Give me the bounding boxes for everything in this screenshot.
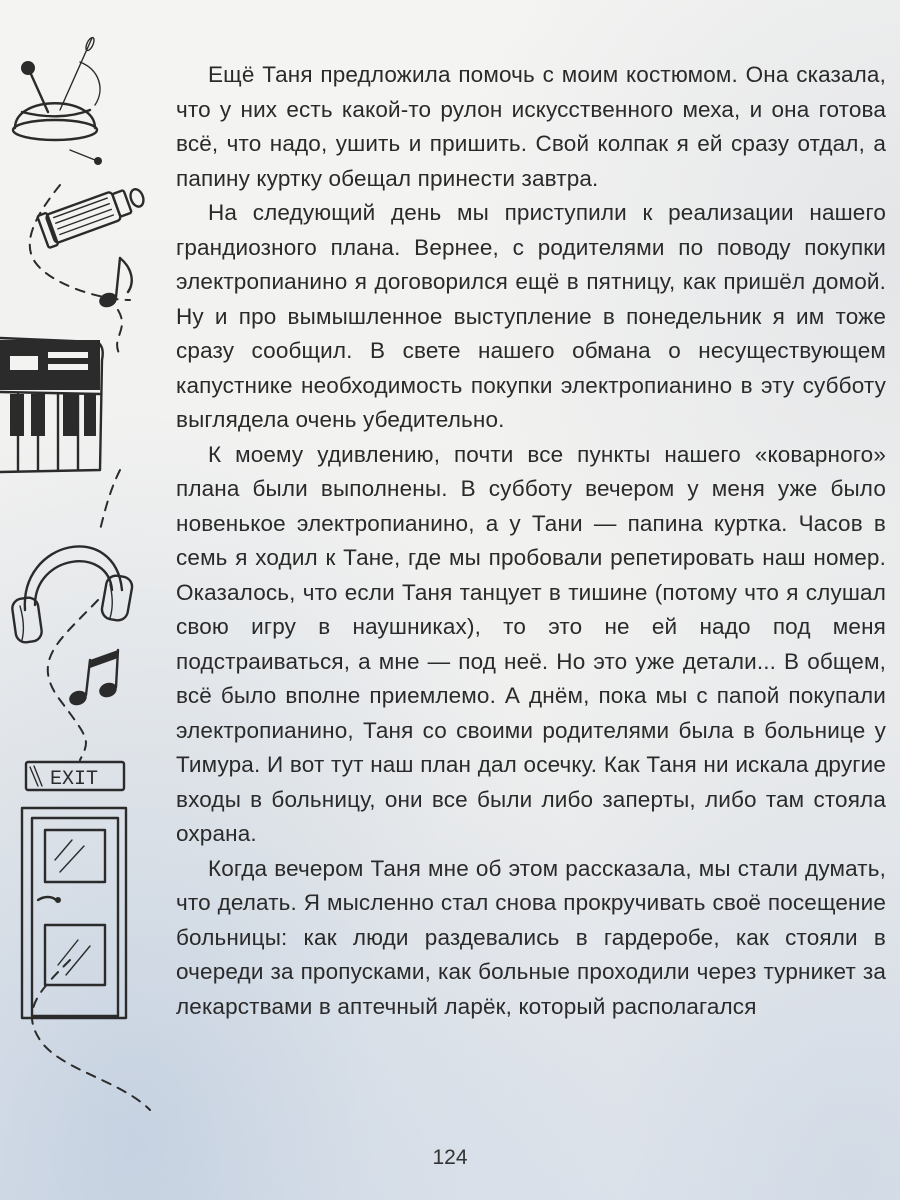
music-note-icon (97, 258, 132, 310)
piano-keyboard-icon (0, 338, 103, 472)
thread-spool-icon (37, 180, 148, 248)
exit-door-icon (22, 762, 126, 1018)
paragraph: На следующий день мы приступили к реализации нашего грандиозного плана. Вернее, с родителями по поводу покупки электропианино я договорился ещё в пятницу, как пришёл домой. Ну и про вымышленное выступление в понедельник я им тоже сразу сообщил. В свете нашего обмана о несуществующем капустнике необходимость покупки электропианино в эту субботу выглядела очень убедительно. (176, 200, 886, 432)
main-text (176, 58, 886, 1024)
pincushion-icon (13, 36, 102, 165)
exit-sign-text: EXIT (50, 768, 99, 791)
page-number: 124 (432, 1146, 468, 1169)
double-music-note-icon (67, 650, 119, 708)
dashed-trail (30, 185, 150, 1110)
paragraph: Когда вечером Таня мне об этом рассказала, мы стали думать, что делать. Я мысленно стал снова прокручивать своё посещение больницы: как люди раздевались в гардеробе, как стояли в очереди за пропусками, как больные проходили через турникет за лекарствами в аптечный ларёк, который располагался (176, 855, 886, 1019)
paragraph: К моему удивлению, почти все пункты нашего «коварного» плана были выполнены. В субботу вечером у меня уже было новенькое электропианино, а у Тани — папина куртка. Часов в семь я ходил к Тане, где мы пробовали репетировать наш номер. Оказалось, что если Таня танцует в тишине (потому что я слушал свою игру в наушниках), то это не ей надо под меня подстраиваться, а мне — под неё. Но это уже детали... В общем, всё было вполне приемлемо. А днём, пока мы с папой покупали электропианино, Таня со своими родителями была в больнице у Тимура. И вот тут наш план дал осечку. Как Таня ни искала другие входы в больницу, они все были либо заперты, либо там стояла охрана. (176, 441, 886, 846)
paragraph: Ещё Таня предложила помочь с моим костюмом. Она сказала, что у них есть какой-то рулон искусственного меха, и она готова всё, что надо, ушить и пришить. Свой колпак я ей сразу отдал, а папину куртку обещал принести завтра. (176, 62, 886, 191)
margin-illustrations (0, 0, 175, 1200)
headphones-icon (11, 546, 134, 643)
